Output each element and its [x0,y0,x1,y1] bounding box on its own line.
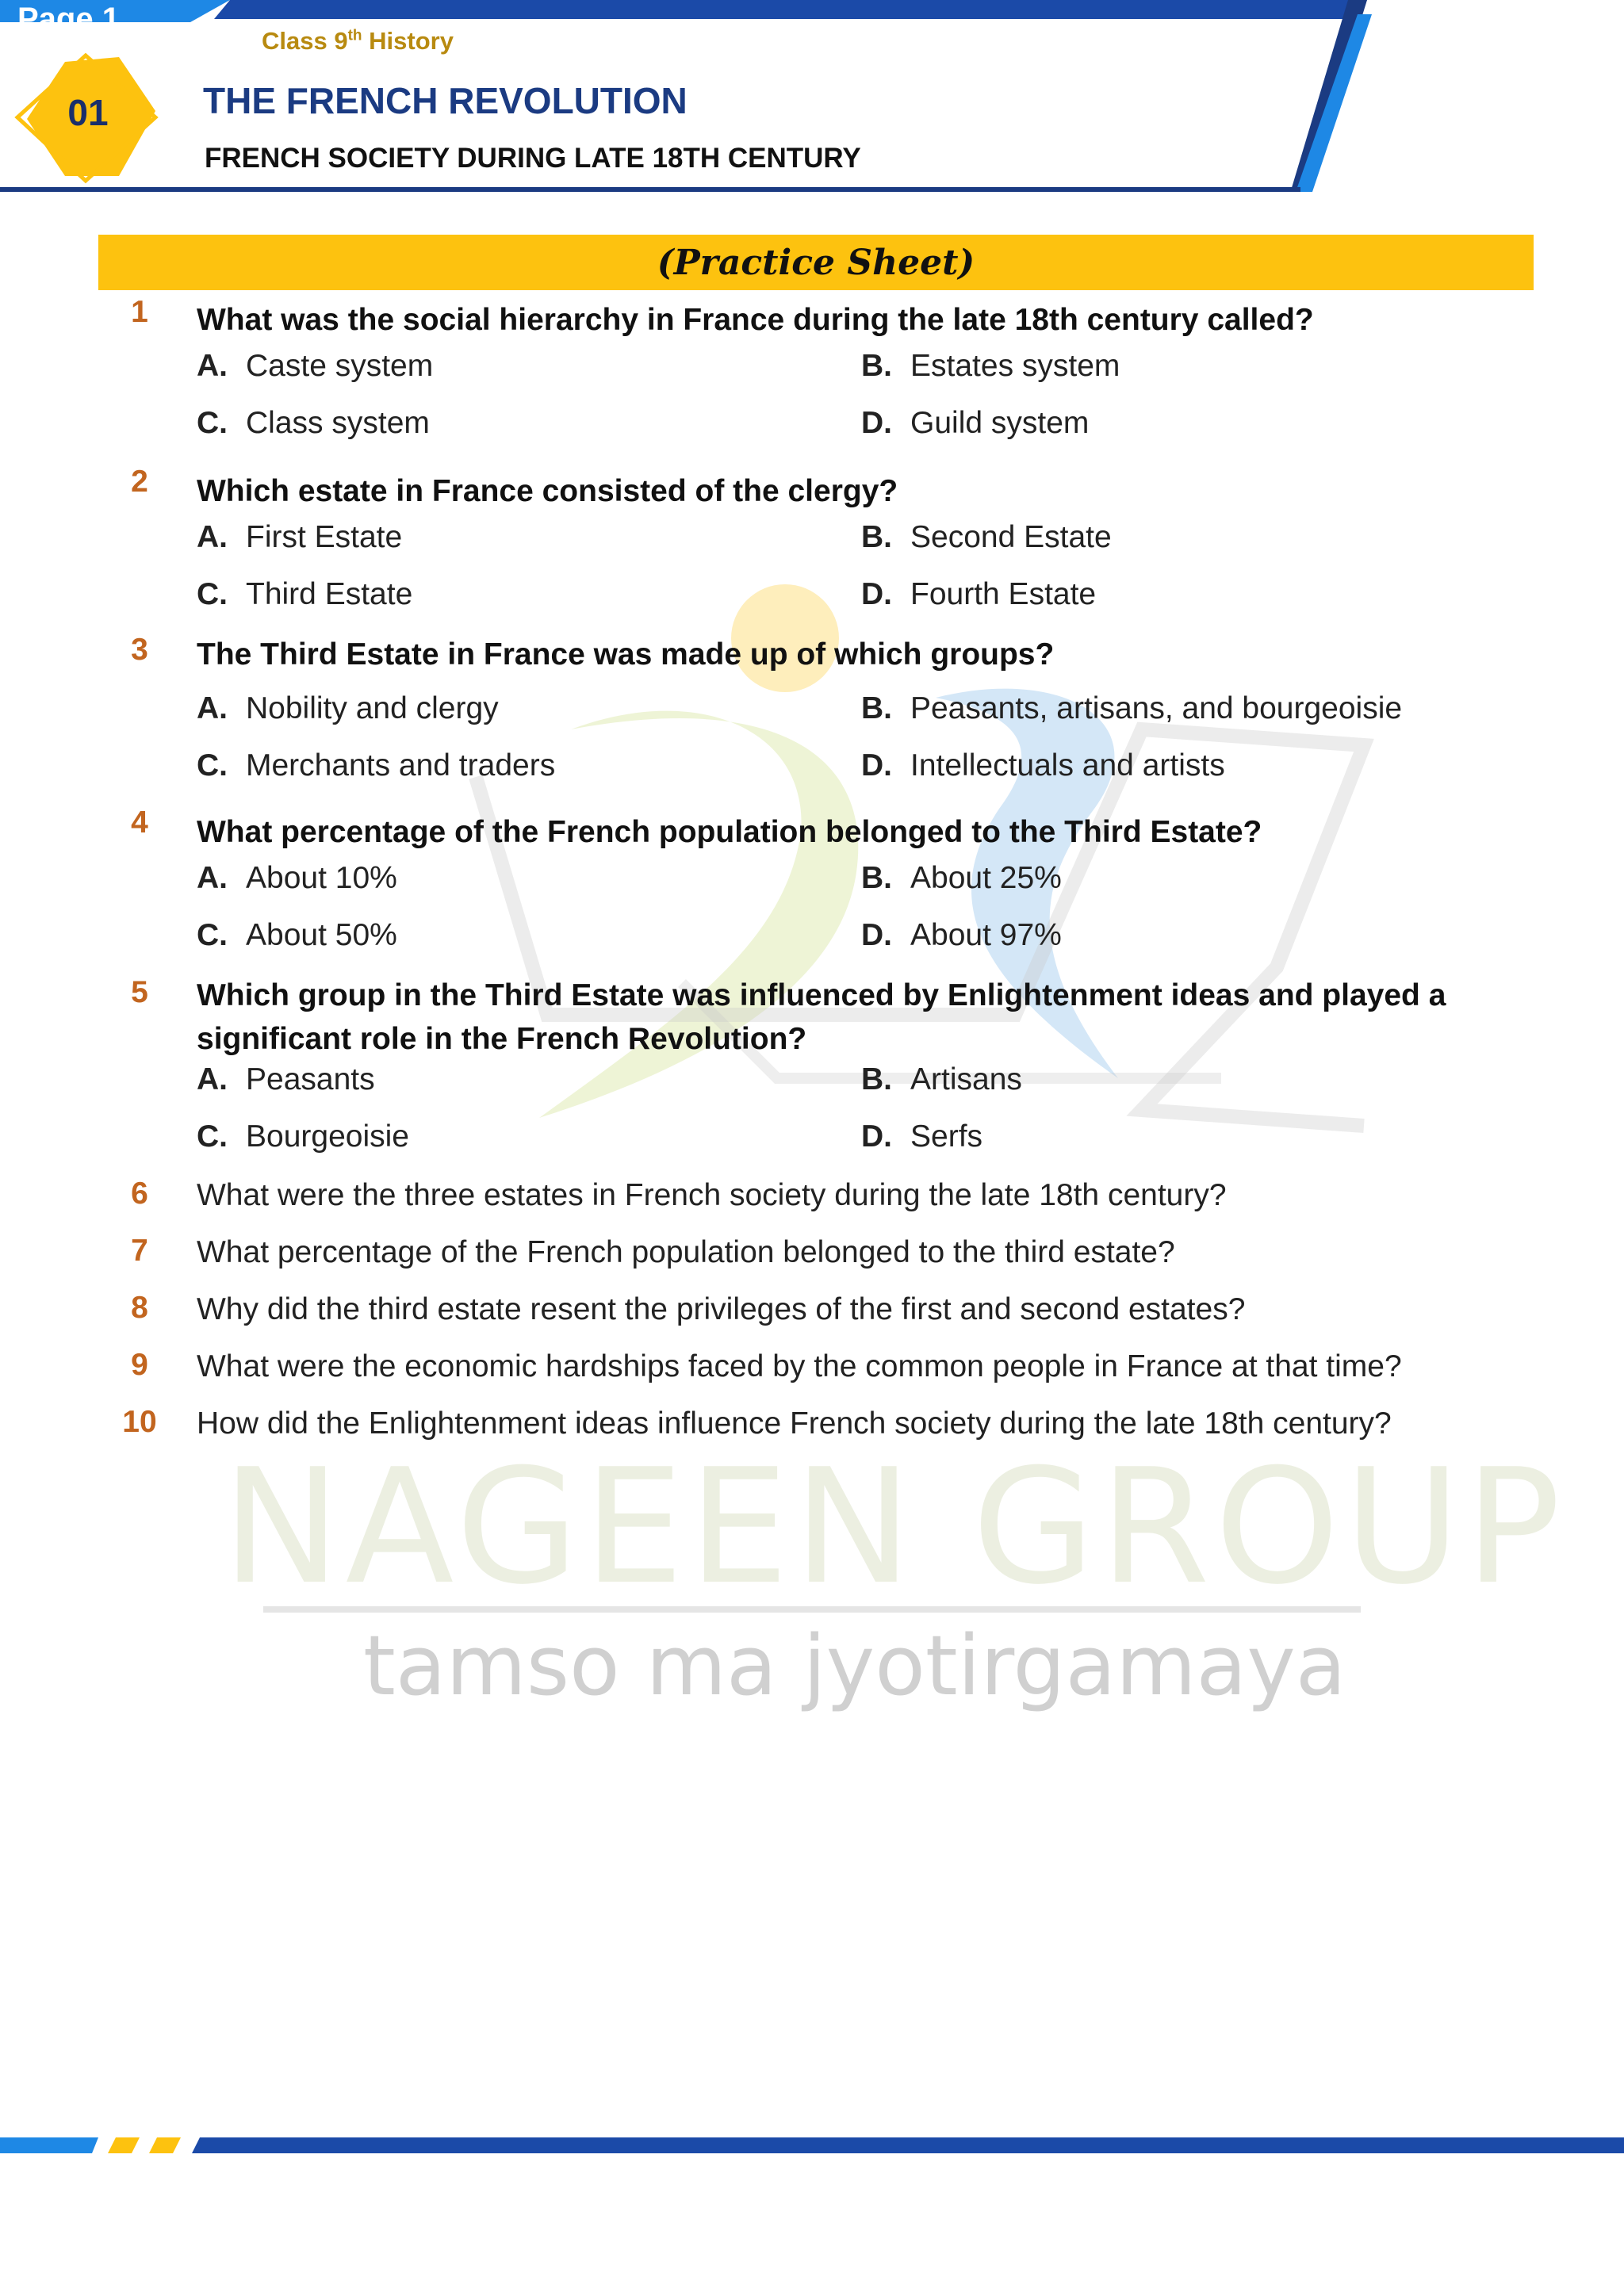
question-number: 2 [131,465,148,499]
question-number: 4 [131,806,148,840]
option: C. Merchants and traders [197,748,556,783]
option: B. Peasants, artisans, and bourgeoisie [861,691,1403,725]
option: D. Intellectuals and artists [861,748,1225,783]
option: D. About 97% [861,918,1062,952]
question-text: Which estate in France consisted of the clergy? [197,474,898,508]
question-text: What were the economic hardships faced by the common people in France at that time? [197,1349,1402,1383]
question-number: 10 [122,1405,157,1439]
option: D. Fourth Estate [861,577,1097,611]
option: A. First Estate [197,520,403,554]
question-text: Which group in the Third Estate was influenced by Enlightenment ideas and played a significant role in the French Revolution? [197,978,1446,1056]
page-subtitle: FRENCH SOCIETY DURING LATE 18TH CENTURY [205,143,861,174]
option: A. Nobility and clergy [197,691,499,725]
option: C. About 50% [197,918,397,952]
option: B. Second Estate [861,520,1112,554]
question-number: 6 [131,1177,148,1211]
option: A. Peasants [197,1062,375,1096]
option: D. Serfs [861,1119,983,1154]
question-number: 7 [131,1234,148,1268]
question-text: How did the Enlightenment ideas influence French society during the late 18th century? [197,1406,1392,1441]
question-number: 8 [131,1291,148,1325]
page-label: Page 1 [17,2,120,36]
question-number: 5 [131,975,148,1009]
option: C. Third Estate [197,577,413,611]
question-text: What was the social hierarchy in France during the late 18th century called? [197,303,1314,337]
option: C. Bourgeoisie [197,1119,409,1154]
watermark-divider [263,1606,1361,1613]
option: B. About 25% [861,861,1062,895]
option: B. Artisans [861,1062,1022,1096]
option: A. About 10% [197,861,397,895]
footer-decoration [0,2133,1624,2156]
watermark-tagline: tamso ma jyotirgamaya [363,1617,1346,1714]
question-text: What were the three estates in French society during the late 18th century? [197,1178,1227,1212]
page-title: THE FRENCH REVOLUTION [203,80,688,121]
option: A. Caste system [197,349,434,383]
question-text: The Third Estate in France was made up of which groups? [197,637,1055,672]
watermark-brand: NAGEEN GROUP [222,1435,1566,1620]
chapter-number: 01 [67,92,109,133]
option: D. Guild system [861,406,1090,440]
question-number: 1 [131,295,148,329]
question-text: What percentage of the French population belonged to the Third Estate? [197,815,1262,849]
question-text: What percentage of the French population belonged to the third estate? [197,1235,1175,1269]
question-text: Why did the third estate resent the privileges of the first and second estates? [197,1292,1246,1326]
option: C. Class system [197,406,430,440]
question-number: 9 [131,1348,148,1382]
class-label: Class 9th History [262,27,454,55]
option: B. Estates system [861,349,1120,383]
question-number: 3 [131,633,148,667]
practice-sheet-banner: (Practice Sheet) [98,235,1534,290]
